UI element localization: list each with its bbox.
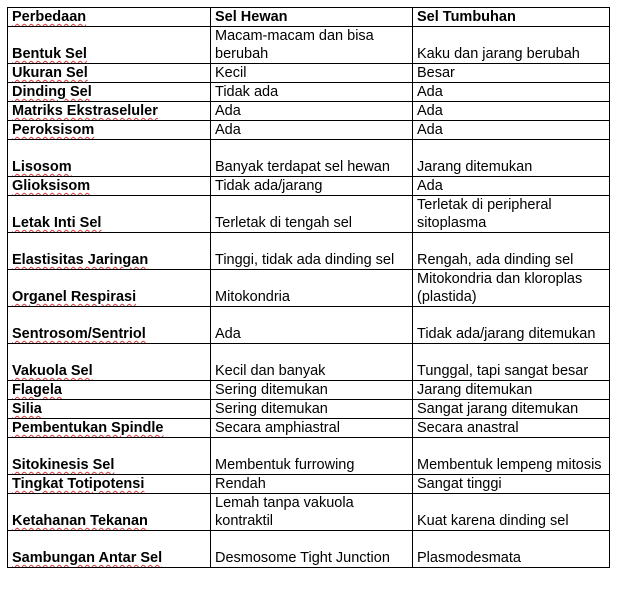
table-row: [8, 419, 610, 438]
cell-sel-hewan: [211, 475, 413, 494]
cell-text: Ukuran Sel: [12, 65, 88, 81]
cell-sel-hewan: [211, 494, 413, 531]
cell-text: Sentrosom/Sentriol: [12, 326, 146, 342]
cell-perbedaan: [8, 83, 211, 102]
cell-sel-hewan: [211, 438, 413, 475]
cell-sel-hewan: [211, 344, 413, 381]
cell-text: Lemah tanpa vakuola kontraktil: [215, 495, 354, 529]
cell-text: Ada: [417, 178, 443, 194]
table-row: [8, 531, 610, 568]
cell-text: Mitokondria dan kloroplas (plastida): [417, 271, 583, 305]
cell-text: Rendah: [215, 476, 266, 492]
cell-text: Sitokinesis Sel: [12, 457, 115, 473]
cell-text: Banyak terdapat sel hewan: [215, 159, 390, 175]
cell-text: Terletak di peripheral sitoplasma: [417, 197, 552, 231]
cell-text: Organel Respirasi: [12, 289, 137, 305]
cell-text: Ada: [215, 326, 241, 342]
cell-perbedaan: [8, 344, 211, 381]
table-row: [8, 438, 610, 475]
cell-sel-hewan: [211, 381, 413, 400]
cell-text: Elastisitas Jaringan: [12, 252, 149, 268]
cell-sel-tumbuhan: [413, 270, 610, 307]
cell-perbedaan: [8, 419, 211, 438]
cell-sel-tumbuhan: [413, 102, 610, 121]
cell-text: Membentuk furrowing: [215, 457, 355, 473]
table-row: [8, 381, 610, 400]
cell-text: Tidak ada/jarang: [215, 178, 323, 194]
cell-text: Tinggi, tidak ada dinding sel: [215, 252, 395, 268]
cell-text: Dinding Sel: [12, 84, 92, 100]
cell-perbedaan: [8, 27, 211, 64]
table-row: [8, 121, 610, 140]
cell-sel-tumbuhan: [413, 344, 610, 381]
cell-text: Jarang ditemukan: [417, 159, 533, 175]
cell-text: Flagela: [12, 382, 62, 398]
header-sel-hewan: Sel Hewan: [211, 8, 413, 27]
table-row: [8, 307, 610, 344]
cell-sel-tumbuhan: [413, 196, 610, 233]
table-row: [8, 494, 610, 531]
cell-sel-tumbuhan: [413, 494, 610, 531]
cell-sel-tumbuhan: [413, 83, 610, 102]
cell-sel-tumbuhan: [413, 64, 610, 83]
cell-text: Ketahanan Tekanan: [12, 513, 148, 529]
cell-sel-hewan: [211, 177, 413, 196]
table-row: [8, 270, 610, 307]
cell-text: Vakuola Sel: [12, 363, 93, 379]
cell-text: Kuat karena dinding sel: [417, 513, 569, 529]
table-row: [8, 64, 610, 83]
cell-sel-tumbuhan: [413, 381, 610, 400]
cell-text: Ada: [215, 103, 241, 119]
cell-text: Silia: [12, 401, 42, 417]
cell-text: Ada: [417, 84, 443, 100]
cell-perbedaan: [8, 102, 211, 121]
cell-text: Tidak ada/jarang ditemukan: [417, 326, 596, 342]
cell-sel-tumbuhan: [413, 531, 610, 568]
cell-sel-hewan: [211, 121, 413, 140]
cell-text: Tingkat Totipotensi: [12, 476, 145, 492]
cell-sel-tumbuhan: [413, 177, 610, 196]
cell-text: Tunggal, tapi sangat besar: [417, 363, 589, 379]
cell-sel-hewan: [211, 83, 413, 102]
cell-sel-tumbuhan: [413, 438, 610, 475]
cell-text: Peroksisom: [12, 122, 95, 138]
cell-text: Sambungan Antar Sel: [12, 550, 163, 566]
cell-sel-hewan: [211, 307, 413, 344]
cell-text: Sering ditemukan: [215, 382, 328, 398]
cell-text: Macam-macam dan bisa berubah: [215, 28, 374, 62]
cell-perbedaan: [8, 475, 211, 494]
cell-text: Terletak di tengah sel: [215, 215, 353, 231]
cell-text: Ada: [417, 103, 443, 119]
cell-text: Pembentukan Spindle: [12, 420, 164, 436]
cell-text: Besar: [417, 65, 455, 81]
cell-text: Secara amphiastral: [215, 420, 340, 436]
cell-sel-hewan: [211, 140, 413, 177]
cell-perbedaan: [8, 438, 211, 475]
cell-perbedaan: [8, 494, 211, 531]
cell-sel-tumbuhan: [413, 419, 610, 438]
cell-text: Letak Inti Sel: [12, 215, 102, 231]
cell-perbedaan: [8, 400, 211, 419]
cell-perbedaan: [8, 233, 211, 270]
table-row: [8, 196, 610, 233]
cell-text: Kecil dan banyak: [215, 363, 326, 379]
cell-text: Kecil: [215, 65, 247, 81]
cell-text: Matriks Ekstraseluler: [12, 103, 158, 119]
cell-sel-hewan: [211, 102, 413, 121]
cell-perbedaan: [8, 531, 211, 568]
cell-text: Desmosome Tight Junction: [215, 550, 390, 566]
cell-text: Lisosom: [12, 159, 72, 175]
table-row: [8, 475, 610, 494]
cell-text: Rengah, ada dinding sel: [417, 252, 574, 268]
cell-perbedaan: [8, 381, 211, 400]
cell-sel-tumbuhan: [413, 400, 610, 419]
cell-text: Sangat tinggi: [417, 476, 502, 492]
cell-sel-hewan: [211, 64, 413, 83]
table-row: [8, 83, 610, 102]
header-perbedaan: Perbedaan: [8, 8, 211, 27]
table-row: [8, 140, 610, 177]
cell-perbedaan: [8, 307, 211, 344]
cell-text: Ada: [417, 122, 443, 138]
header-row: [8, 8, 610, 27]
cell-text: Kaku dan jarang berubah: [417, 46, 580, 62]
cell-text: Ada: [215, 122, 241, 138]
cell-sel-hewan: [211, 419, 413, 438]
cell-perbedaan: [8, 64, 211, 83]
table-body: [8, 27, 610, 568]
cell-text: Sangat jarang ditemukan: [417, 401, 579, 417]
cell-text: Membentuk lempeng mitosis: [417, 457, 602, 473]
header-sel-tumbuhan: Sel Tumbuhan: [413, 8, 610, 27]
cell-sel-hewan: [211, 531, 413, 568]
cell-sel-hewan: [211, 270, 413, 307]
cell-sel-tumbuhan: [413, 475, 610, 494]
cell-sel-tumbuhan: [413, 27, 610, 64]
table-row: [8, 27, 610, 64]
cell-sel-tumbuhan: [413, 121, 610, 140]
comparison-table: [7, 7, 610, 568]
cell-sel-tumbuhan: [413, 307, 610, 344]
cell-perbedaan: [8, 140, 211, 177]
table-row: [8, 400, 610, 419]
cell-perbedaan: [8, 121, 211, 140]
table-row: [8, 233, 610, 270]
table-row: [8, 344, 610, 381]
cell-sel-tumbuhan: [413, 233, 610, 270]
cell-perbedaan: [8, 177, 211, 196]
cell-perbedaan: [8, 270, 211, 307]
cell-perbedaan: [8, 196, 211, 233]
cell-sel-hewan: [211, 27, 413, 64]
cell-text: Secara anastral: [417, 420, 519, 436]
cell-sel-hewan: [211, 233, 413, 270]
cell-text: Bentuk Sel: [12, 46, 87, 62]
cell-text: Mitokondria: [215, 289, 290, 305]
cell-sel-hewan: [211, 196, 413, 233]
cell-text: Sering ditemukan: [215, 401, 328, 417]
cell-text: Glioksisom: [12, 178, 91, 194]
table-row: [8, 102, 610, 121]
cell-text: Jarang ditemukan: [417, 382, 533, 398]
cell-sel-tumbuhan: [413, 140, 610, 177]
cell-sel-hewan: [211, 400, 413, 419]
table-row: [8, 177, 610, 196]
cell-text: Plasmodesmata: [417, 550, 521, 566]
cell-text: Tidak ada: [215, 84, 279, 100]
